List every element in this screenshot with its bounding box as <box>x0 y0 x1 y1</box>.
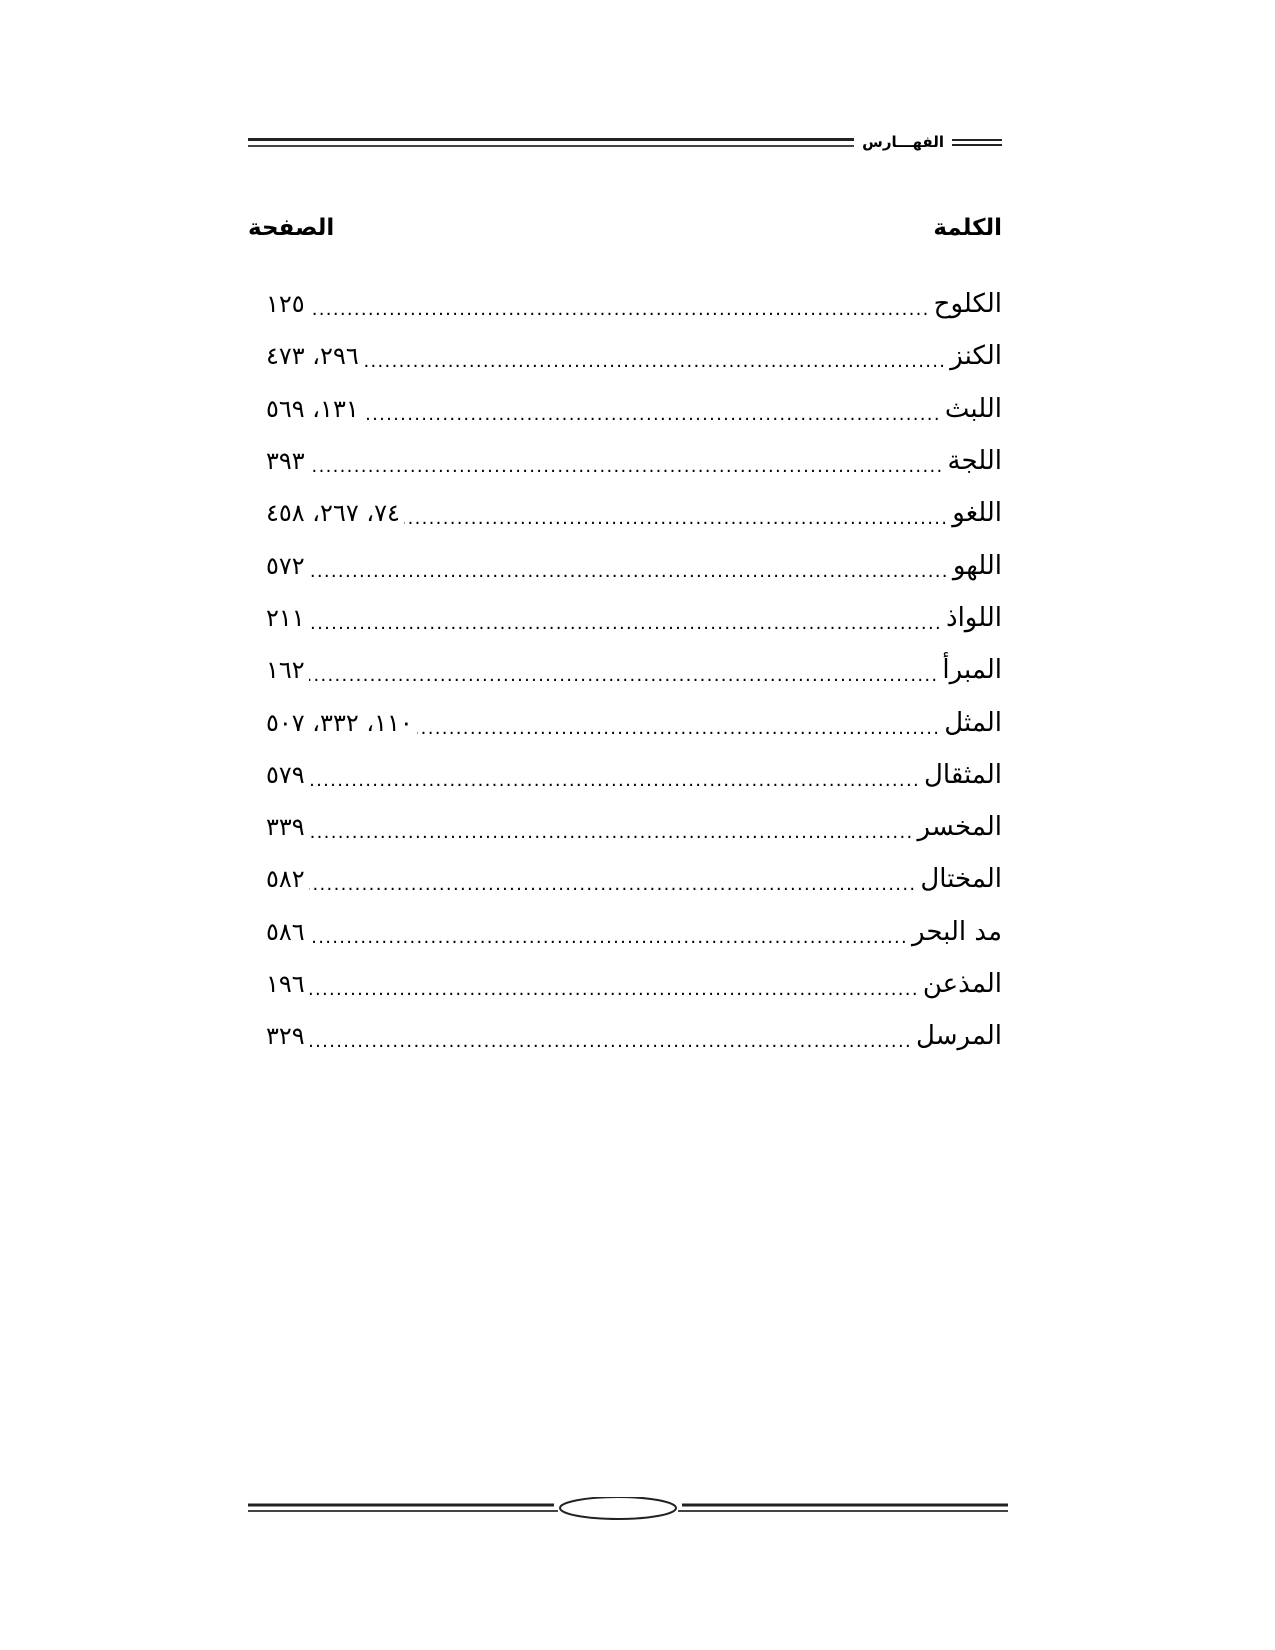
entry-pages: ٣٩٣ <box>266 447 305 476</box>
dot-leader <box>309 862 917 896</box>
index-entry <box>248 958 1002 1010</box>
entry-pages: ٣٣٩ <box>266 813 305 842</box>
index-entry <box>248 539 1002 591</box>
entry-word: اللواذ <box>946 602 1002 633</box>
entry-pages: ٢٩٦، ٤٧٣ <box>266 342 359 371</box>
entry-pages: ١٦٢ <box>266 656 305 685</box>
entry-pages: ٥٨٦ <box>266 917 305 946</box>
index-entry <box>248 278 1002 330</box>
header-rule-right <box>952 139 1002 146</box>
header-rule-left <box>248 138 854 147</box>
entry-pages: ١٩٦ <box>266 970 305 998</box>
footer-rule-right <box>678 1505 1008 1511</box>
header-title: الفهـــارس <box>862 133 944 151</box>
entry-word: اللهو <box>952 550 1002 581</box>
dot-leader <box>309 444 944 478</box>
entry-pages: ٧٤، ٢٦٧، ٤٥٨ <box>266 499 400 528</box>
entry-word: المذعن <box>922 969 1002 999</box>
index-entry <box>248 592 1002 644</box>
index-list <box>248 278 1002 1062</box>
dot-leader <box>309 810 914 844</box>
entry-pages: ١٣١، ٥٦٩ <box>266 394 359 423</box>
entry-pages: ٣٢٩ <box>266 1022 305 1051</box>
index-entry <box>248 906 1002 958</box>
index-entry <box>248 749 1002 801</box>
index-entry <box>248 644 1002 696</box>
dot-leader <box>309 1019 912 1053</box>
entry-word: اللجة <box>947 446 1002 477</box>
entry-pages: ٥٨٢ <box>266 865 305 894</box>
dot-leader <box>309 653 939 687</box>
index-entry <box>248 696 1002 748</box>
entry-pages: ١١٠، ٣٣٢، ٥٠٧ <box>266 708 413 737</box>
index-entry <box>248 330 1002 382</box>
entry-pages: ٥٧٢ <box>266 551 305 580</box>
index-entry <box>248 1010 1002 1062</box>
footer-rule-left <box>248 1505 558 1511</box>
column-headings <box>248 215 1002 249</box>
dot-leader <box>309 549 949 583</box>
word-column-heading: الكلمة <box>933 215 1002 241</box>
entry-word: مد البحر <box>912 916 1002 947</box>
dot-leader <box>417 706 941 740</box>
footer-ornament <box>248 1497 1008 1523</box>
dot-leader <box>309 287 930 321</box>
index-entry <box>248 383 1002 435</box>
dot-leader <box>309 967 919 1001</box>
index-entry <box>248 801 1002 853</box>
entry-pages: ٥٧٩ <box>266 760 305 789</box>
entry-word: المثل <box>944 707 1002 738</box>
entry-word: المثقال <box>924 759 1002 790</box>
entry-word: المخسر <box>917 812 1002 843</box>
entry-pages: ١٢٥ <box>266 290 305 319</box>
entry-word: الكنز <box>950 341 1002 372</box>
dot-leader <box>404 496 948 530</box>
entry-word: الكلوح <box>933 289 1002 320</box>
running-header <box>248 132 1002 152</box>
page-column-heading: الصفحة <box>248 215 335 241</box>
dot-leader <box>309 915 908 949</box>
entry-word: اللغو <box>952 498 1002 529</box>
page-number-oval <box>560 1497 676 1519</box>
entry-word: المختال <box>920 864 1002 895</box>
dot-leader <box>363 339 947 373</box>
dot-leader <box>309 601 942 635</box>
index-entry <box>248 435 1002 487</box>
dot-leader <box>363 392 941 426</box>
index-entry <box>248 487 1002 539</box>
entry-word: المبرأ <box>942 655 1002 686</box>
index-entry <box>248 853 1002 905</box>
entry-word: اللبث <box>944 393 1002 424</box>
entry-pages: ٢١١ <box>266 603 305 632</box>
entry-word: المرسل <box>916 1021 1002 1052</box>
dot-leader <box>309 758 920 792</box>
